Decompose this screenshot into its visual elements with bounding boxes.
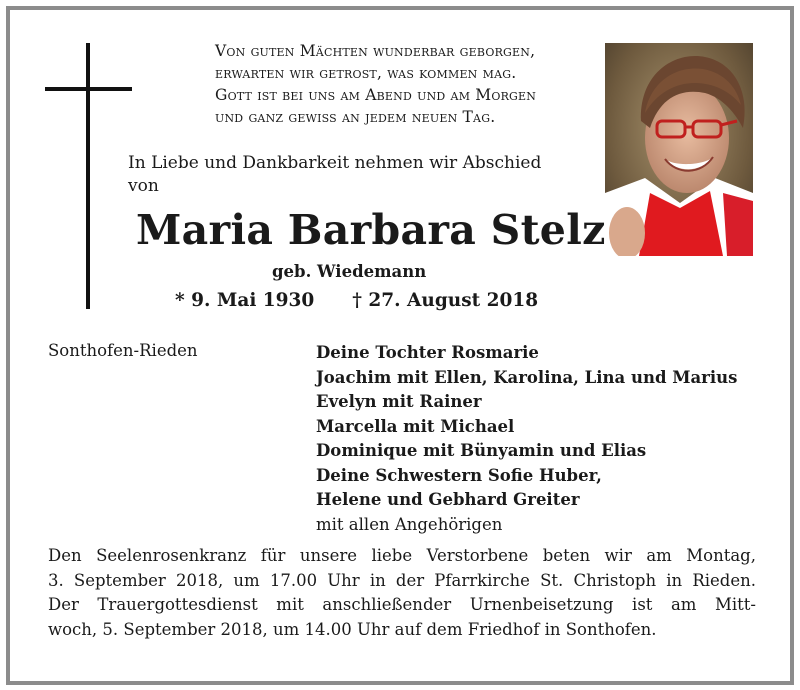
poem bbox=[215, 40, 536, 128]
intro-line: In Liebe und Dankbarkeit nehmen wir Abschied bbox=[128, 153, 542, 173]
closing-line: woch, 5. September 2018, um 14.00 Uhr auf dem Friedhof in Sonthofen. bbox=[48, 619, 657, 639]
mourner-line: Dominique mit Bünyamin und Elias bbox=[316, 441, 647, 460]
closing-line: Der Trauergottesdienst mit anschließender Urnenbeisetzung ist am Mitt- bbox=[48, 595, 756, 614]
closing-text bbox=[48, 544, 756, 642]
life-dates bbox=[175, 290, 538, 311]
mourners-list bbox=[316, 341, 737, 537]
closing-line: Den Seelenrosenkranz für unsere liebe Verstorbene beten wir am Montag, bbox=[48, 546, 756, 565]
cross-icon-bar bbox=[45, 87, 132, 91]
death-date: † 27. August 2018 bbox=[352, 290, 539, 311]
mourner-line: Deine Schwestern Sofie Huber, bbox=[316, 465, 602, 485]
portrait-photo bbox=[605, 43, 753, 256]
mourner-line: Joachim mit Ellen, Karolina, Lina und Marius bbox=[316, 367, 738, 387]
intro-text bbox=[128, 152, 541, 198]
cross-icon bbox=[86, 43, 90, 309]
closing-line: 3. September 2018, um 17.00 Uhr in der Pfarrkirche St. Christoph in Rieden. bbox=[48, 570, 756, 590]
poem-line: und ganz gewiss an jedem neuen Tag. bbox=[215, 108, 496, 126]
poem-line: Gott ist bei uns am Abend und am Morgen bbox=[215, 86, 537, 104]
mourners-footer: mit allen Angehörigen bbox=[316, 514, 503, 534]
place-name: Sonthofen-Rieden bbox=[48, 341, 198, 360]
maiden-name: geb. Wiedemann bbox=[272, 262, 427, 281]
mourner-line: Helene und Gebhard Greiter bbox=[316, 490, 580, 509]
mourner-line: Deine Tochter Rosmarie bbox=[316, 343, 539, 362]
deceased-name: Maria Barbara Stelz bbox=[136, 206, 606, 254]
intro-line: von bbox=[128, 176, 159, 196]
poem-line: Von guten Mächten wunderbar geborgen, bbox=[215, 42, 536, 60]
mourner-line: Marcella mit Michael bbox=[316, 416, 515, 436]
poem-line: erwarten wir getrost, was kommen mag. bbox=[215, 64, 517, 82]
birth-date: * 9. Mai 1930 bbox=[175, 290, 315, 311]
mourner-line: Evelyn mit Rainer bbox=[316, 392, 482, 411]
